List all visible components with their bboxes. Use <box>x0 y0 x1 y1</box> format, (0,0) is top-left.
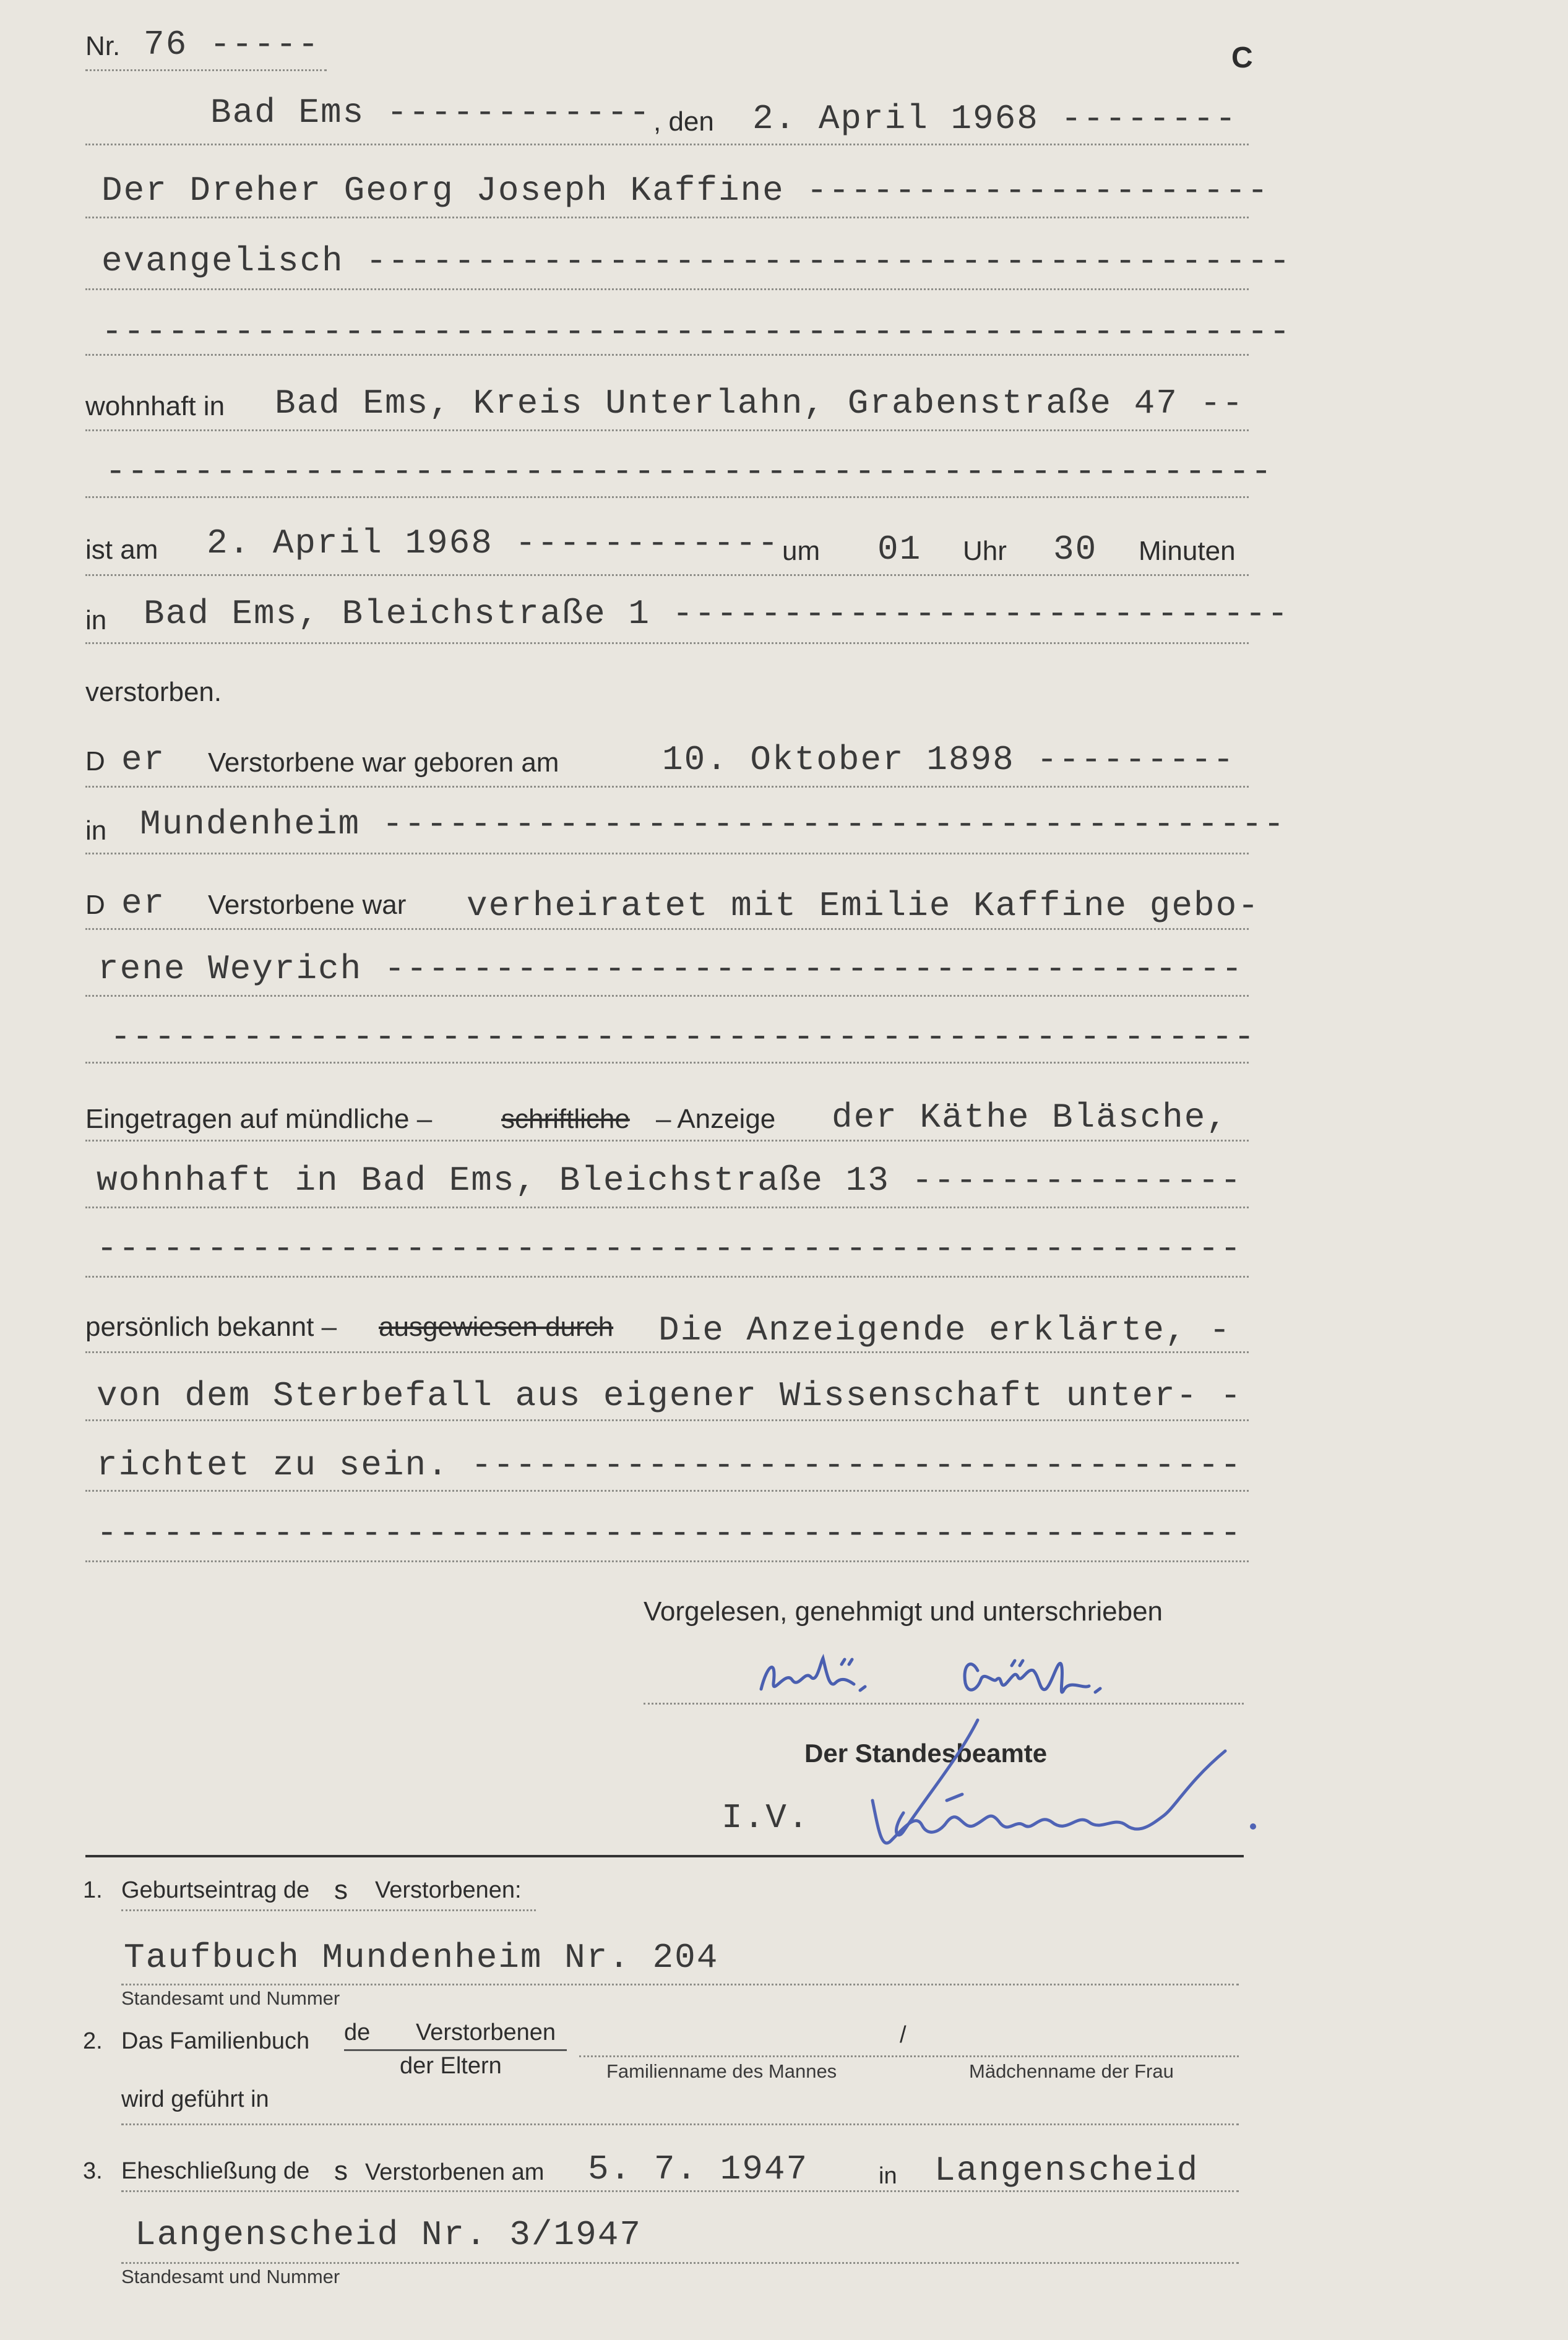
rule-death-place <box>85 642 1249 644</box>
death-minutes: 30 <box>1053 530 1098 569</box>
marriage-cont: rene Weyrich --------------------------------------- <box>98 949 1244 989</box>
note3-suffix: s <box>334 2156 348 2186</box>
vorgelesen-text: Vorgelesen, genehmigt und unterschrieben <box>644 1596 1163 1627</box>
note2-num: 2. <box>83 2028 103 2054</box>
marriage-d-label: D <box>85 890 105 920</box>
note1-value: Taufbuch Mundenheim Nr. 204 <box>124 1938 719 1977</box>
note3-in: in <box>879 2163 897 2189</box>
rule-identity-3 <box>85 1490 1249 1492</box>
rule-marriage-cont <box>85 995 1249 997</box>
section-divider <box>85 1855 1244 1857</box>
registration-label-a: Eingetragen auf mündliche – <box>85 1104 433 1134</box>
minuten-label: Minuten <box>1139 536 1236 566</box>
nr-rule <box>85 69 327 71</box>
deceased-blank: ------------------------------------------------------ <box>101 312 1291 351</box>
registration-value: der Käthe Bläsche, <box>832 1098 1228 1137</box>
note3-label: Eheschließung de <box>121 2158 310 2184</box>
identity-value: Die Anzeigende erklärte, - <box>658 1310 1231 1350</box>
registration-line2: wohnhaft in Bad Ems, Bleichstraße 13 --------------- <box>97 1161 1243 1200</box>
death-place: Bad Ems, Bleichstraße 1 ---------------------------- <box>144 594 1290 634</box>
birth-d-label: D <box>85 746 105 776</box>
uhr-label: Uhr <box>963 536 1007 566</box>
identity-label-struck: ausgewiesen durch <box>379 1312 614 1342</box>
marriage-value: verheiratet mit Emilie Kaffine gebo- <box>467 886 1260 926</box>
birth-date: 10. Oktober 1898 --------- <box>662 740 1235 780</box>
identity-line2: von dem Sterbefall aus eigener Wissenschaft unter- - <box>97 1376 1243 1416</box>
birth-er: er <box>121 740 166 780</box>
note2-de: de <box>344 2020 371 2045</box>
place-value: Bad Ems ------------ <box>210 93 652 132</box>
registrar-label: Der Standesbeamte <box>804 1739 1048 1768</box>
note2-name-rule <box>579 2055 1239 2057</box>
rule-birth-place <box>85 853 1249 854</box>
identity-line3: richtet zu sein. ----------------------------------- <box>97 1445 1243 1485</box>
registration-line3: ---------------------------------------------------- <box>97 1229 1243 1268</box>
birth-label: Verstorbene war geboren am <box>208 747 559 778</box>
corner-letter: C <box>1231 41 1253 74</box>
residence-cont: ----------------------------------------------------- <box>105 452 1273 491</box>
date-value: 2. April 1968 -------- <box>752 99 1238 139</box>
rule-residence <box>85 429 1249 431</box>
registration-label-b: – Anzeige <box>656 1104 776 1134</box>
note2-verstorbenen: Verstorbenen <box>416 2020 556 2045</box>
rule-marriage-blank <box>85 1062 1249 1064</box>
rule-informant-signature <box>644 1703 1244 1705</box>
verstorben-label: verstorben. <box>85 677 222 707</box>
note3-label-rule <box>121 2190 1239 2192</box>
note3-date: 5. 7. 1947 <box>588 2149 809 2189</box>
note1-num: 1. <box>83 1877 103 1903</box>
ist-am-label: ist am <box>85 535 158 565</box>
rule-note2 <box>121 2123 1239 2125</box>
rule-death-date <box>85 574 1249 576</box>
nr-label: Nr. <box>85 31 121 61</box>
note2-label: Das Familienbuch <box>121 2028 310 2054</box>
deceased-religion: evangelisch ------------------------------------------ <box>101 241 1291 281</box>
rule-identity <box>85 1351 1249 1353</box>
note1-caption: Standesamt und Nummer <box>121 1987 340 2009</box>
death-date: 2. April 1968 ------------ <box>207 523 780 563</box>
note3-caption: Standesamt und Nummer <box>121 2266 340 2287</box>
rule-religion <box>85 288 1249 290</box>
nr-value: 76 ----- <box>144 25 320 64</box>
rule-marriage <box>85 928 1249 930</box>
death-hour: 01 <box>877 530 922 569</box>
rule-birth-date <box>85 786 1249 788</box>
rule-registration-2 <box>85 1207 1249 1208</box>
rule-name <box>85 217 1249 218</box>
marriage-label: Verstorbene war <box>208 890 407 920</box>
note2-underline <box>344 2049 567 2051</box>
rule-note3 <box>121 2262 1239 2264</box>
in-label-birth: in <box>85 815 107 846</box>
identity-label-a: persönlich bekannt – <box>85 1312 337 1342</box>
rule-residence-cont <box>85 496 1249 498</box>
birth-place: Mundenheim ----------------------------------------- <box>140 804 1286 844</box>
marriage-er: er <box>121 884 166 923</box>
deceased-name: Der Dreher Georg Joseph Kaffine --------------------- <box>101 171 1270 210</box>
note2-eltern: der Eltern <box>400 2053 502 2079</box>
registrar-signature <box>854 1708 1262 1856</box>
rule-note1 <box>121 1984 1239 1985</box>
residence-value: Bad Ems, Kreis Unterlahn, Grabenstraße 47 -- <box>275 384 1244 423</box>
um-label: um <box>782 536 821 566</box>
iv-label: I.V. <box>722 1798 810 1838</box>
rule-identity-2 <box>85 1419 1249 1421</box>
note3-place: Langenscheid <box>934 2151 1199 2190</box>
note2-caption-mann: Familienname des Mannes <box>606 2060 837 2082</box>
note3-label2: Verstorbenen am <box>365 2159 545 2185</box>
note2-slash: / <box>900 2022 907 2048</box>
marriage-blank: ---------------------------------------------------- <box>110 1017 1256 1057</box>
note1-label2: Verstorbenen: <box>375 1877 522 1903</box>
rule-blank <box>85 354 1249 356</box>
note3-num: 3. <box>83 2158 103 2184</box>
note1-suffix: s <box>334 1875 348 1905</box>
den-label: , den <box>653 106 714 137</box>
registration-label-struck: schriftliche <box>501 1104 630 1134</box>
rule-registration-3 <box>85 1276 1249 1278</box>
identity-line4: ---------------------------------------------------- <box>97 1513 1243 1553</box>
note1-label-rule <box>121 1909 536 1911</box>
note3-value: Langenscheid Nr. 3/1947 <box>135 2215 642 2255</box>
rule-place <box>85 144 1249 145</box>
rule-identity-4 <box>85 1560 1249 1562</box>
rule-registration <box>85 1140 1249 1142</box>
wohnhaft-label: wohnhaft in <box>85 391 225 421</box>
note2-caption-frau: Mädchenname der Frau <box>969 2060 1174 2082</box>
in-label-death: in <box>85 605 107 635</box>
note2-gefuehrt: wird geführt in <box>121 2086 269 2112</box>
note1-label: Geburtseintrag de <box>121 1877 310 1903</box>
